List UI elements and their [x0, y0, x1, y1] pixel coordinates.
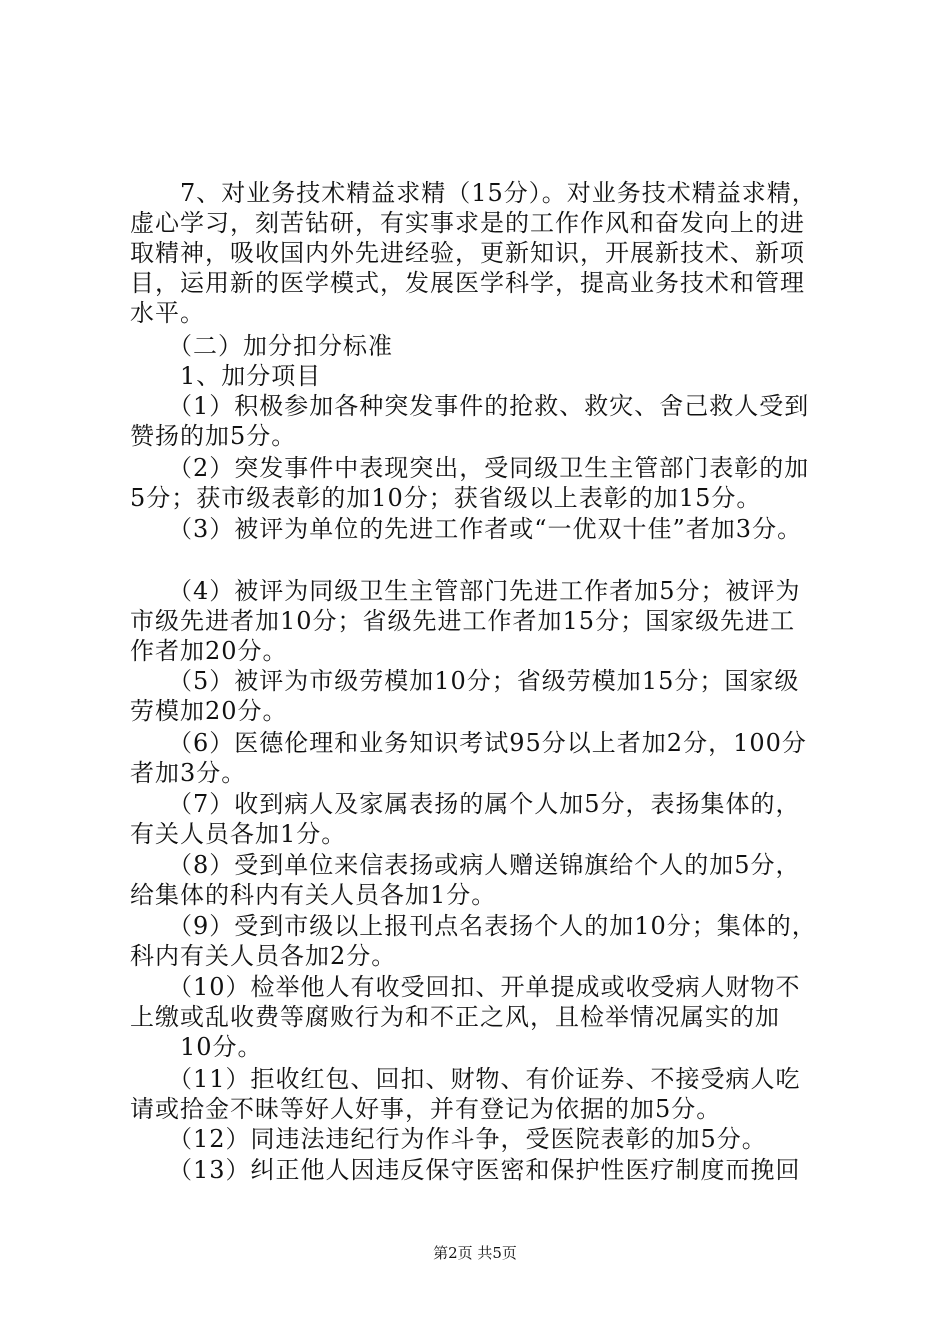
text-line: （1）积极参加各种突发事件的抢救、救灾、舍己救人受到: [130, 392, 810, 420]
text-line: （4）被评为同级卫生主管部门先进工作者加5分；被评为: [130, 577, 801, 605]
text-line: （12）同违法违纪行为作斗争，受医院表彰的加5分。: [130, 1125, 767, 1153]
text-line: 5分；获市级表彰的加10分；获省级以上表彰的加15分。: [130, 484, 762, 512]
text-line: 科内有关人员各加2分。: [130, 942, 397, 970]
text-line: （5）被评为市级劳模加10分；省级劳模加15分；国家级: [130, 667, 800, 695]
page-number: 第2页 共5页: [433, 1244, 517, 1262]
text-line: 7、对业务技术精益求精（15分）。对业务技术精益求精，: [130, 179, 817, 207]
text-line: 赞扬的加5分。: [130, 422, 297, 450]
text-line: （9）受到市级以上报刊点名表扬个人的加10分；集体的，: [130, 912, 817, 940]
text-line: （13）纠正他人因违反保守医密和保护性医疗制度而挽回: [130, 1156, 801, 1184]
text-line: （3）被评为单位的先进工作者或“一优双十佳”者加3分。: [130, 515, 803, 543]
text-line: 作者加20分。: [130, 637, 288, 665]
text-line: 水平。: [130, 299, 205, 327]
text-line: 请或拾金不昧等好人好事，并有登记为依据的加5分。: [130, 1095, 722, 1123]
text-line: （2）突发事件中表现突出，受同级卫生主管部门表彰的加: [130, 454, 810, 482]
text-line: 市级先进者加10分；省级先进工作者加15分；国家级先进工: [130, 607, 796, 635]
text-line: 目，运用新的医学模式，发展医学科学，提高业务技术和管理: [130, 269, 805, 297]
text-line: 上缴或乱收费等腐败行为和不正之风，且检举情况属实的加: [130, 1003, 780, 1031]
text-line: 者加3分。: [130, 759, 247, 787]
text-line: 给集体的科内有关人员各加1分。: [130, 881, 497, 909]
text-line: 10分。: [130, 1033, 263, 1061]
section-heading: （二）加分扣分标准: [130, 332, 393, 360]
subsection-heading: 1、加分项目: [130, 362, 322, 390]
text-line: 虚心学习，刻苦钻研，有实事求是的工作作风和奋发向上的进: [130, 209, 805, 237]
text-line: 有关人员各加1分。: [130, 820, 347, 848]
text-line: （7）收到病人及家属表扬的属个人加5分，表扬集体的，: [130, 790, 801, 818]
text-line: 取精神，吸收国内外先进经验，更新知识，开展新技术、新项: [130, 239, 805, 267]
text-line: （10）检举他人有收受回扣、开单提成或收受病人财物不: [130, 973, 801, 1001]
text-line: （11）拒收红包、回扣、财物、有价证券、不接受病人吃: [130, 1065, 801, 1093]
text-line: 劳模加20分。: [130, 697, 288, 725]
page-footer: [0, 1243, 950, 1263]
text-line: （6）医德伦理和业务知识考试95分以上者加2分，100分: [130, 729, 807, 757]
text-line: （8）受到单位来信表扬或病人赠送锦旗给个人的加5分，: [130, 851, 801, 879]
